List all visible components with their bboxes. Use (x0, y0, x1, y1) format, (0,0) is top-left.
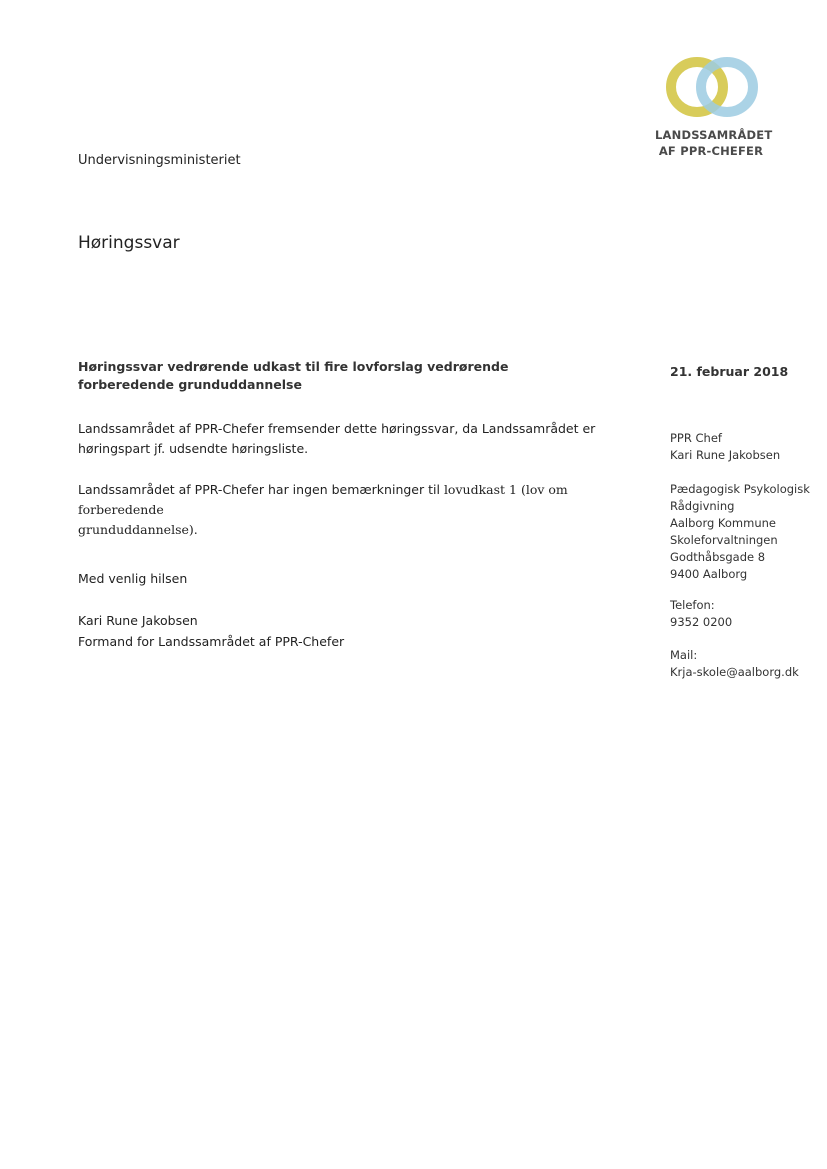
contact-person (670, 430, 780, 464)
body-paragraph-2-part-2: lovudkast 1 (lov om forberedende (78, 482, 568, 517)
subject-heading: Høringssvar vedrørende udkast til fire lovforslag vedrørende forberedende grunduddannelse (78, 359, 509, 392)
interlocking-rings-icon (659, 55, 763, 117)
body-paragraph-1 (78, 419, 648, 459)
body-paragraph-2-line-1 (78, 480, 648, 520)
address-line: Aalborg Kommune (670, 516, 776, 530)
logo-line-2: AF PPR-CHEFER (658, 144, 764, 158)
recipient: Undervisningsministeriet (78, 153, 241, 168)
address-line: Godthåbsgade 8 (670, 550, 766, 564)
address-line: Skoleforvaltningen (670, 533, 778, 547)
phone-number: 9352 0200 (670, 615, 733, 629)
body-paragraph-1-line-2: høringspart jf. udsendte høringsliste. (78, 441, 309, 456)
phone-label: Telefon: (670, 598, 715, 612)
signer-name: Kari Rune Jakobsen (78, 613, 198, 628)
contact-phone (670, 597, 732, 631)
contact-role: PPR Chef (670, 431, 722, 445)
document-title: Høringssvar (78, 233, 180, 253)
closing-salutation: Med venlig hilsen (78, 571, 188, 586)
contact-address (670, 481, 810, 583)
mail-address: Krja-skole@aalborg.dk (670, 665, 799, 679)
body-paragraph-2-line-2: grunduddannelse). (78, 522, 198, 537)
letter-date: 21. februar 2018 (670, 364, 789, 379)
address-line: Rådgivning (670, 499, 735, 513)
body-paragraph-2 (78, 480, 648, 540)
address-line: Pædagogisk Psykologisk (670, 482, 810, 496)
logo-line-1: LANDSSAMRÅDET (655, 128, 773, 142)
address-line: 9400 Aalborg (670, 567, 748, 581)
contact-name: Kari Rune Jakobsen (670, 448, 781, 462)
signer-title: Formand for Landssamrådet af PPR-Chefer (78, 634, 345, 649)
organization-logo (655, 55, 773, 159)
body-paragraph-2-part-1: Landssamrådet af PPR-Chefer har ingen bemærkninger til (78, 482, 444, 497)
contact-mail (670, 647, 799, 681)
body-paragraph-1-line-1: Landssamrådet af PPR-Chefer fremsender dette høringssvar, da Landssamrådet er (78, 421, 596, 436)
logo-wordmark (655, 127, 773, 159)
mail-label: Mail: (670, 648, 698, 662)
